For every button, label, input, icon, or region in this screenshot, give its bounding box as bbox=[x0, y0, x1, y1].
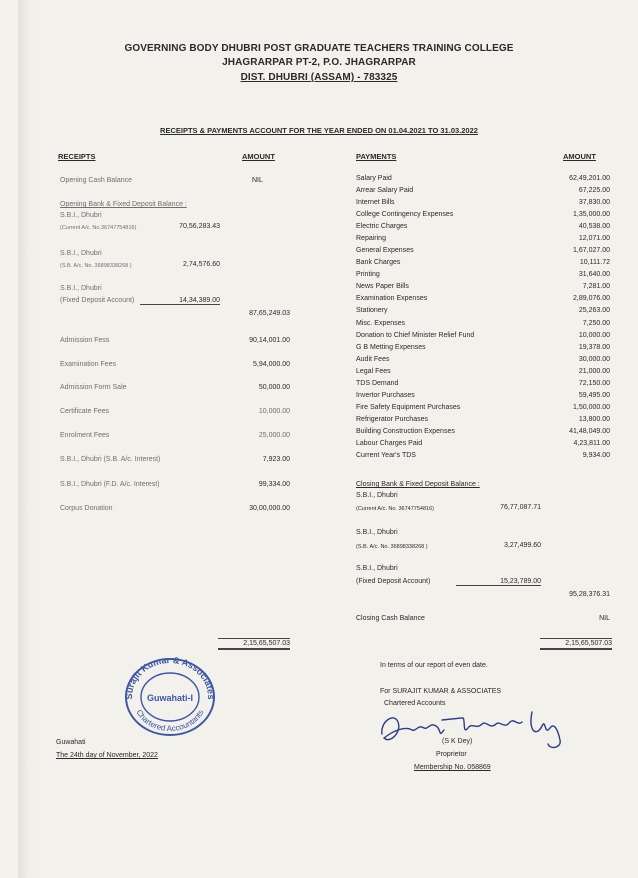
payment-item-label: Audit Fees bbox=[356, 356, 390, 363]
opening-bank-title: Opening Bank & Fixed Deposit Balance : bbox=[60, 201, 187, 208]
opening-bank2-name: S.B.I., Dhubri bbox=[60, 250, 102, 257]
opening-cash-amount: NIL bbox=[252, 177, 263, 184]
closing-bank1-amount: 76,77,087.71 bbox=[500, 504, 541, 511]
payments-heading: PAYMENTS bbox=[356, 152, 397, 161]
amount-heading-right: AMOUNT bbox=[563, 152, 596, 161]
membership-number: Membership No. 058869 bbox=[414, 764, 491, 771]
payment-item-amount: 72,150.00 bbox=[578, 380, 610, 387]
receipts-grand-total: 2,15,65,507.03 bbox=[218, 638, 290, 650]
payment-item-amount: 30,000.00 bbox=[578, 356, 610, 363]
payment-item-amount: 1,35,000.00 bbox=[573, 211, 610, 218]
stamp-bottom-text: Chartered Accountants bbox=[134, 708, 206, 734]
closing-bank3-amount: 15,23,789.00 bbox=[456, 578, 541, 586]
payment-item-label: Donation to Chief Minister Relief Fund bbox=[356, 332, 475, 339]
payment-item-amount: 21,000.00 bbox=[578, 368, 610, 375]
payment-item-label: Misc. Expenses bbox=[356, 320, 406, 327]
payment-item-amount: 37,830.00 bbox=[578, 199, 610, 206]
payment-item-amount: 31,640.00 bbox=[578, 271, 610, 278]
firm-name: For SURAJIT KUMAR & ASSOCIATES bbox=[380, 688, 502, 695]
opening-bank1-amount: 70,56,283.43 bbox=[179, 223, 220, 230]
payment-item-label: Printing bbox=[356, 271, 380, 278]
payment-item-label: Electric Charges bbox=[356, 223, 408, 230]
opening-bank3-name: S.B.I., Dhubri bbox=[60, 285, 102, 292]
payment-item-amount: 9,934.00 bbox=[582, 452, 610, 459]
payment-item-label: Stationery bbox=[356, 307, 388, 314]
amount-heading-left: AMOUNT bbox=[242, 152, 275, 161]
payment-item-label: Refrigerator Purchases bbox=[356, 416, 428, 423]
closing-cash-label: Closing Cash Balance bbox=[356, 615, 425, 622]
receipt-item-amount: 99,334.00 bbox=[258, 481, 290, 488]
payment-item-amount: 62,49,201.00 bbox=[569, 175, 610, 182]
receipt-item-label: Certificate Fees bbox=[60, 408, 110, 415]
opening-total-amount: 87,65,249.03 bbox=[249, 310, 290, 317]
signatory-role: Proprietor bbox=[436, 751, 467, 758]
receipt-item-label: Corpus Donation bbox=[60, 505, 113, 512]
date: The 24th day of November, 2022 bbox=[56, 752, 158, 759]
college-address: JHAGRARPAR PT-2, P.O. JHAGRARPAR bbox=[222, 57, 416, 68]
payments-grand-total: 2,15,65,507.03 bbox=[540, 638, 612, 650]
payment-item-label: Fire Safety Equipment Purchases bbox=[356, 404, 461, 411]
opening-bank1-name: S.B.I., Dhubri bbox=[60, 212, 102, 219]
payment-item-label: TDS Demand bbox=[356, 380, 399, 387]
payment-item-label: Legal Fees bbox=[356, 368, 391, 375]
payment-item-amount: 10,111.72 bbox=[579, 259, 610, 266]
receipt-item-label: Enrolment Fees bbox=[60, 432, 110, 439]
payment-item-amount: 2,89,076.00 bbox=[573, 295, 610, 302]
college-district: DIST. DHUBRI (ASSAM) - 783325 bbox=[240, 72, 398, 83]
payment-item-label: General Expenses bbox=[356, 247, 414, 254]
payment-item-label: Internet Bills bbox=[356, 199, 395, 206]
receipt-item-amount: 5,94,000.00 bbox=[253, 361, 290, 368]
college-name: GOVERNING BODY DHUBRI POST GRADUATE TEACHERS TRAINING COLLEGE bbox=[124, 43, 514, 54]
closing-bank1-name: S.B.I., Dhubri bbox=[356, 492, 398, 499]
closing-bank3-name: S.B.I., Dhubri bbox=[356, 565, 398, 572]
receipt-item-amount: 50,000.00 bbox=[258, 384, 290, 391]
closing-bank2-name: S.B.I., Dhubri bbox=[356, 529, 398, 536]
stamp-firm-text: Surajit Kumar & Associates bbox=[123, 654, 217, 700]
place: Guwahati bbox=[56, 739, 86, 746]
payment-item-label: Arrear Salary Paid bbox=[356, 187, 414, 194]
closing-total-amount: 95,28,376.31 bbox=[569, 591, 610, 598]
payment-item-amount: 41,48,049.00 bbox=[569, 428, 610, 435]
opening-bank2-detail: (S.B. A/c. No. 36898338268 ) bbox=[60, 263, 132, 269]
payment-item-label: Building Construction Expenses bbox=[356, 428, 455, 435]
signatory-name: (S K Dey) bbox=[442, 738, 473, 745]
closing-bank-title: Closing Bank & Fixed Deposit Balance : bbox=[356, 481, 480, 488]
payment-item-amount: 7,281.00 bbox=[582, 283, 610, 290]
closing-cash-amount: NIL bbox=[599, 615, 610, 622]
receipt-item-amount: 25,000.00 bbox=[258, 432, 290, 439]
payment-item-label: Bank Charges bbox=[356, 259, 401, 266]
receipt-item-label: Admission Fess bbox=[60, 337, 110, 344]
payment-item-amount: 25,263.00 bbox=[578, 307, 610, 314]
payment-item-label: Current Year's TDS bbox=[356, 452, 416, 459]
receipts-heading: RECEIPTS bbox=[58, 152, 96, 161]
payment-item-amount: 12,071.00 bbox=[578, 235, 610, 242]
payment-item-label: College Contingency Expenses bbox=[356, 211, 454, 218]
payment-item-amount: 10,000.00 bbox=[578, 332, 610, 339]
report-line: In terms of our report of even date. bbox=[380, 662, 488, 669]
firm-subtitle: Chartered Accounts bbox=[384, 700, 446, 707]
closing-bank2-amount: 3,27,499.60 bbox=[504, 542, 541, 549]
payment-item-label: Invertor Purchases bbox=[356, 392, 415, 399]
payment-item-label: Labour Charges Paid bbox=[356, 440, 423, 447]
closing-bank1-detail: (Current A/c. No. 36747754816) bbox=[356, 506, 434, 512]
payment-item-amount: 4,23,811.00 bbox=[573, 440, 610, 447]
opening-cash-label: Opening Cash Balance bbox=[60, 177, 132, 184]
receipt-item-label: Admission Form Sale bbox=[60, 384, 127, 391]
statement-title: RECEIPTS & PAYMENTS ACCOUNT FOR THE YEAR ENDED ON 01.04.2021 TO 31.03.2022 bbox=[160, 126, 478, 135]
receipt-item-label: Examination Fees bbox=[60, 361, 117, 368]
payment-item-amount: 7,250.00 bbox=[582, 320, 610, 327]
opening-bank3-detail: (Fixed Deposit Account) bbox=[60, 297, 135, 304]
closing-bank3-detail: (Fixed Deposit Account) bbox=[356, 578, 431, 585]
stamp-city-text: Guwahati-I bbox=[146, 693, 194, 703]
payment-item-label: G B Metting Expenses bbox=[356, 344, 426, 351]
payment-item-amount: 67,225.00 bbox=[578, 187, 610, 194]
firm-seal-stamp bbox=[116, 653, 224, 739]
receipt-item-amount: 30,00,000.00 bbox=[249, 505, 290, 512]
receipt-item-label: S.B.I., Dhubri (F.D. A/c. Interest) bbox=[60, 481, 160, 488]
opening-bank1-detail: (Current A/c. No.36747754816) bbox=[60, 225, 137, 231]
payment-item-amount: 59,495.00 bbox=[578, 392, 610, 399]
payment-item-amount: 13,800.00 bbox=[578, 416, 610, 423]
opening-bank2-amount: 2,74,576.60 bbox=[183, 261, 220, 268]
receipt-item-label: S.B.I., Dhubri (S.B. A/c. Interest) bbox=[60, 456, 161, 463]
payment-item-amount: 19,378.00 bbox=[578, 344, 610, 351]
payment-item-amount: 1,50,000.00 bbox=[573, 404, 610, 411]
payment-item-label: Salary Paid bbox=[356, 175, 392, 182]
opening-bank3-amount: 14,34,389.00 bbox=[140, 297, 220, 305]
receipt-item-amount: 90,14,001.00 bbox=[249, 337, 290, 344]
payment-item-label: News Paper Bills bbox=[356, 283, 409, 290]
payment-item-label: Repairing bbox=[356, 235, 386, 242]
payment-item-amount: 1,67,027.00 bbox=[573, 247, 610, 254]
payment-item-amount: 40,538.00 bbox=[578, 223, 610, 230]
payment-item-label: Examination Expenses bbox=[356, 295, 428, 302]
receipt-item-amount: 7,923.00 bbox=[262, 456, 290, 463]
closing-bank2-detail: (S.B. A/c. No. 36898338268 ) bbox=[356, 544, 428, 550]
receipt-item-amount: 10,000.00 bbox=[258, 408, 290, 415]
